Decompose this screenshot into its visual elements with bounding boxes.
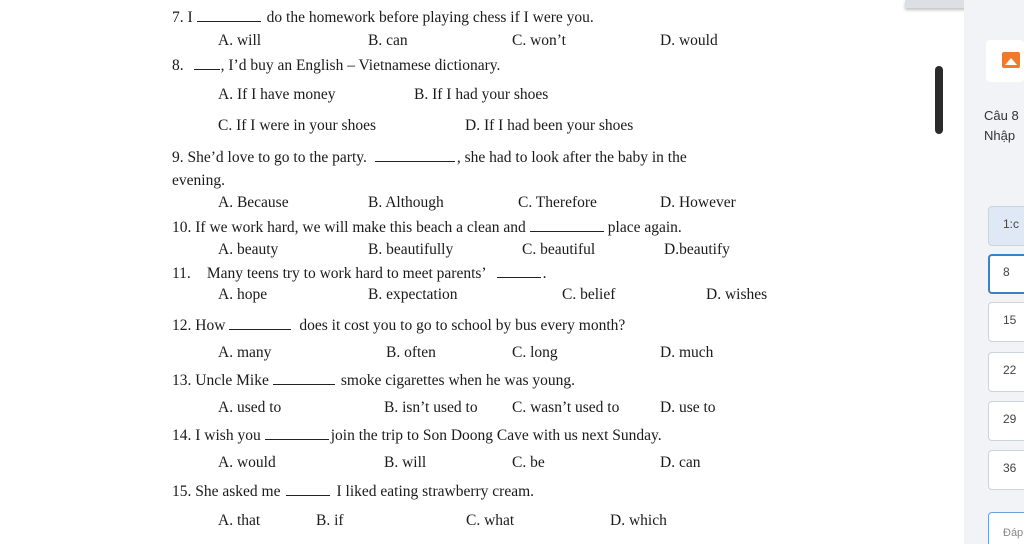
- option: D. use to: [660, 399, 716, 416]
- question-7: 7. I do the homework before playing chess if I were you.: [172, 9, 594, 26]
- option: D. If I had been your shoes: [465, 117, 634, 134]
- answer-button[interactable]: Đáp: [988, 512, 1024, 544]
- question-13: 13. Uncle Mike smoke cigarettes when he was young.: [172, 372, 576, 389]
- option: C. won’t: [512, 32, 566, 49]
- option: B. can: [368, 32, 408, 49]
- option: C. long: [512, 344, 558, 361]
- option: B. often: [386, 344, 436, 361]
- option: D. can: [660, 454, 701, 471]
- question-10: 10. If we work hard, we will make this beach a clean and place again.: [172, 219, 682, 236]
- option: B. beautifully: [368, 241, 454, 258]
- option: A. used to: [218, 399, 282, 416]
- answer-item[interactable]: 22: [988, 352, 1024, 392]
- option: B. if: [316, 512, 344, 529]
- question-15: 15. She asked me I liked eating strawberry cream.: [172, 483, 535, 500]
- answer-item[interactable]: 1:c: [988, 206, 1024, 246]
- answer-item[interactable]: 36: [988, 450, 1024, 490]
- option: C. Therefore: [518, 194, 597, 211]
- question-12: 12. How does it cost you to go to school by bus every month?: [172, 317, 626, 334]
- option: A. hope: [218, 286, 268, 303]
- option: D. which: [610, 512, 667, 529]
- option: C. beautiful: [522, 241, 596, 258]
- option: A. If I have money: [218, 86, 336, 103]
- option: A. beauty: [218, 241, 279, 258]
- option: C. belief: [562, 286, 616, 303]
- option: B. If I had your shoes: [414, 86, 549, 103]
- question-11: 11. Many teens try to work hard to meet parents’ .: [172, 265, 547, 282]
- question-9-line-2: evening.: [172, 172, 225, 189]
- answer-item[interactable]: 15: [988, 302, 1024, 342]
- option: B. isn’t used to: [384, 399, 478, 416]
- answer-item[interactable]: 8: [988, 254, 1024, 294]
- option: D. However: [660, 194, 736, 211]
- option: B. will: [384, 454, 427, 471]
- scroll-handle[interactable]: [935, 66, 943, 134]
- option: C. be: [512, 454, 545, 471]
- option: C. what: [466, 512, 515, 529]
- option: A. Because: [218, 194, 289, 211]
- option: A. would: [218, 454, 276, 471]
- option: D. much: [660, 344, 714, 361]
- option: D. would: [660, 32, 718, 49]
- option: D. wishes: [706, 286, 768, 303]
- option: B. expectation: [368, 286, 458, 303]
- option: D.beautify: [664, 241, 730, 258]
- image-icon[interactable]: [986, 40, 1024, 82]
- option: C. wasn’t used to: [512, 399, 620, 416]
- question-8: 8. , I’d buy an English – Vietnamese dictionary.: [172, 57, 501, 74]
- option: A. that: [218, 512, 261, 529]
- input-label: Nhập: [984, 128, 1016, 143]
- option: C. If I were in your shoes: [218, 117, 376, 134]
- question-number-label: Câu 8: [984, 108, 1019, 123]
- answer-item[interactable]: 29: [988, 401, 1024, 441]
- option: A. will: [218, 32, 262, 49]
- option: A. many: [218, 344, 272, 361]
- answer-sidebar: [964, 0, 1024, 544]
- question-14: 14. I wish you join the trip to Son Doong Cave with us next Sunday.: [172, 427, 662, 444]
- option: B. Although: [368, 194, 444, 211]
- question-9: 9. She’d love to go to the party. , she had to look after the baby in the: [172, 149, 687, 166]
